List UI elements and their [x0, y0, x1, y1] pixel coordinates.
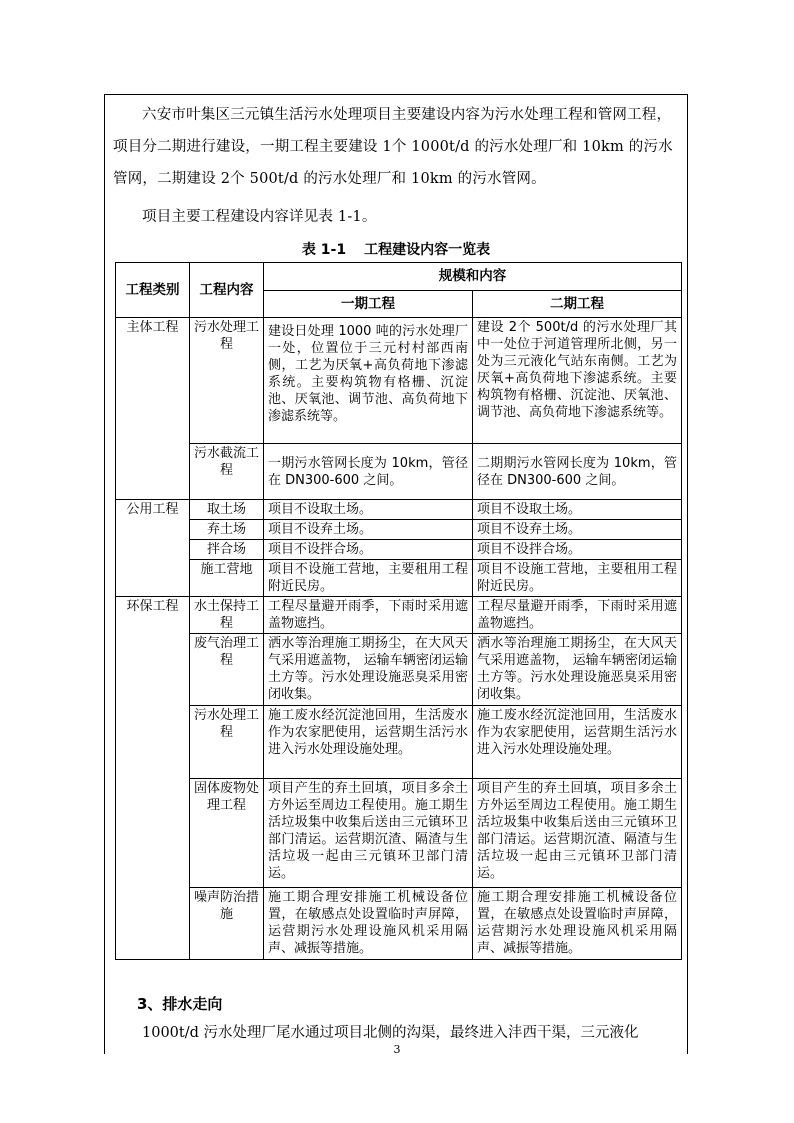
- table-row: [116, 706, 682, 779]
- item-cell: 污水处理工程: [190, 318, 264, 444]
- page-number: 3: [393, 1043, 401, 1056]
- item-cell: 污水截流工程: [190, 444, 264, 500]
- table-row: [116, 500, 682, 520]
- phase1-cell: 建设日处理 1000 吨的污水处理厂一处，位置位于三元村村部西南侧，工艺为厌氧+高负荷地下渗滤系统。主要构筑物有格栅、沉淀池、厌氧池、调节池、高负荷地下渗滤系统等。: [264, 318, 473, 444]
- table-caption-number: 表 1-1: [301, 242, 347, 258]
- item-cell: 废气治理工程: [190, 634, 264, 706]
- intro-paragraph-2: 项目主要工程建设内容详见表 1-1。: [142, 209, 377, 225]
- table-row: [116, 888, 682, 960]
- phase1-cell: 项目不设取土场。: [264, 500, 473, 520]
- phase2-cell: 项目不设取土场。: [473, 500, 682, 520]
- item-cell: 取土场: [190, 500, 264, 520]
- table-row: [116, 444, 682, 500]
- item-cell: 污水处理工程: [190, 706, 264, 779]
- header-category: 工程类别: [116, 263, 190, 318]
- table-row: [116, 520, 682, 540]
- header-scale: 规模和内容: [264, 263, 682, 291]
- phase2-cell: 施工期合理安排施工机械设备位置，在敏感点处设置临时声屏障，运营期污水处理设施风机采用隔声、减振等措施。: [473, 888, 682, 960]
- section-heading-drainage: 3、排水走向: [137, 995, 223, 1013]
- item-cell: 噪声防治措施: [190, 888, 264, 960]
- phase2-cell: 洒水等治理施工期扬尘，在大风天气采用遮盖物， 运输车辆密闭运输土方等。污水处理设施恶臭采用密闭收集。: [473, 634, 682, 706]
- header-phase2: 二期工程: [473, 291, 682, 318]
- item-cell: 弃土场: [190, 520, 264, 540]
- item-cell: 固体废物处理工程: [190, 779, 264, 888]
- phase1-cell: 项目不设弃土场。: [264, 520, 473, 540]
- phase1-cell: 项目产生的弃土回填，项目多余土方外运至周边工程使用。施工期生活垃圾集中收集后送由三元镇环卫部门清运。运营期沉渣、隔渣与生活垃圾一起由三元镇环卫部门清运。: [264, 779, 473, 888]
- page-frame: [104, 94, 688, 1054]
- phase2-cell: 项目不设弃土场。: [473, 520, 682, 540]
- phase1-cell: 项目不设拌合场。: [264, 540, 473, 560]
- table-row: [116, 540, 682, 560]
- section-paragraph-drainage: 1000t/d 污水处理厂尾水通过项目北侧的沟渠，最终进入沣西干渠，三元液化: [142, 1025, 639, 1041]
- phase2-cell: 施工废水经沉淀池回用，生活废水作为农家肥使用，运营期生活污水进入污水处理设施处理。: [473, 706, 682, 779]
- item-cell: 施工营地: [190, 560, 264, 597]
- phase2-cell: 工程尽量避开雨季，下雨时采用遮盖物遮挡。: [473, 597, 682, 634]
- table-row: [116, 318, 682, 444]
- table-row: [116, 779, 682, 888]
- item-cell: 拌合场: [190, 540, 264, 560]
- item-cell: 水土保持工程: [190, 597, 264, 634]
- table-row: [116, 634, 682, 706]
- phase1-cell: 施工废水经沉淀池回用，生活废水作为农家肥使用，运营期生活污水进入污水处理设施处理。: [264, 706, 473, 779]
- category-main: 主体工程: [116, 318, 190, 500]
- table-row: [116, 597, 682, 634]
- phase2-cell: 项目不设拌合场。: [473, 540, 682, 560]
- phase2-cell: 二期期污水管网长度为 10km，管径在 DN300-600 之间。: [473, 444, 682, 500]
- intro-paragraph-1: 六安市叶集区三元镇生活污水处理项目主要建设内容为污水处理工程和管网工程，项目分二期进行建设，一期工程主要建设 1个 1000t/d 的污水处理厂和 10km 的污水管网，二期建设 2个 500t/d 的污水处理厂和 10km 的污水管网。: [113, 107, 673, 187]
- phase2-cell: 项目不设施工营地，主要租用工程附近民房。: [473, 560, 682, 597]
- table-caption: [105, 239, 687, 259]
- table-row: [116, 560, 682, 597]
- phase1-cell: 项目不设施工营地，主要租用工程附近民房。: [264, 560, 473, 597]
- phase2-cell: 项目产生的弃土回填，项目多余土方外运至周边工程使用。施工期生活垃圾集中收集后送由三元镇环卫部门清运。运营期沉渣、隔渣与生活垃圾一起由三元镇环卫部门清运。: [473, 779, 682, 888]
- phase1-cell: 洒水等治理施工期扬尘，在大风天气采用遮盖物， 运输车辆密闭运输土方等。污水处理设施恶臭采用密闭收集。: [264, 634, 473, 706]
- header-phase1: 一期工程: [264, 291, 473, 318]
- header-content: 工程内容: [190, 263, 264, 318]
- phase1-cell: 一期污水管网长度为 10km，管径在 DN300-600 之间。: [264, 444, 473, 500]
- category-environmental: 环保工程: [116, 597, 190, 960]
- phase1-cell: 工程尽量避开雨季，下雨时采用遮盖物遮挡。: [264, 597, 473, 634]
- table-caption-title: 工程建设内容一览表: [364, 242, 491, 258]
- construction-content-table: [115, 262, 682, 960]
- category-public: 公用工程: [116, 500, 190, 597]
- phase1-cell: 施工期合理安排施工机械设备位置，在敏感点处设置临时声屏障，运营期污水处理设施风机采用隔声、减振等措施。: [264, 888, 473, 960]
- phase2-cell: 建设 2个 500t/d 的污水处理厂其中一处位于河道管理所北侧，另一处为三元液化气站东南侧。工艺为厌氧+高负荷地下渗滤系统。主要构筑物有格栅、沉淀池、厌氧池、调节池、高负荷地下渗滤系统等。: [473, 318, 682, 444]
